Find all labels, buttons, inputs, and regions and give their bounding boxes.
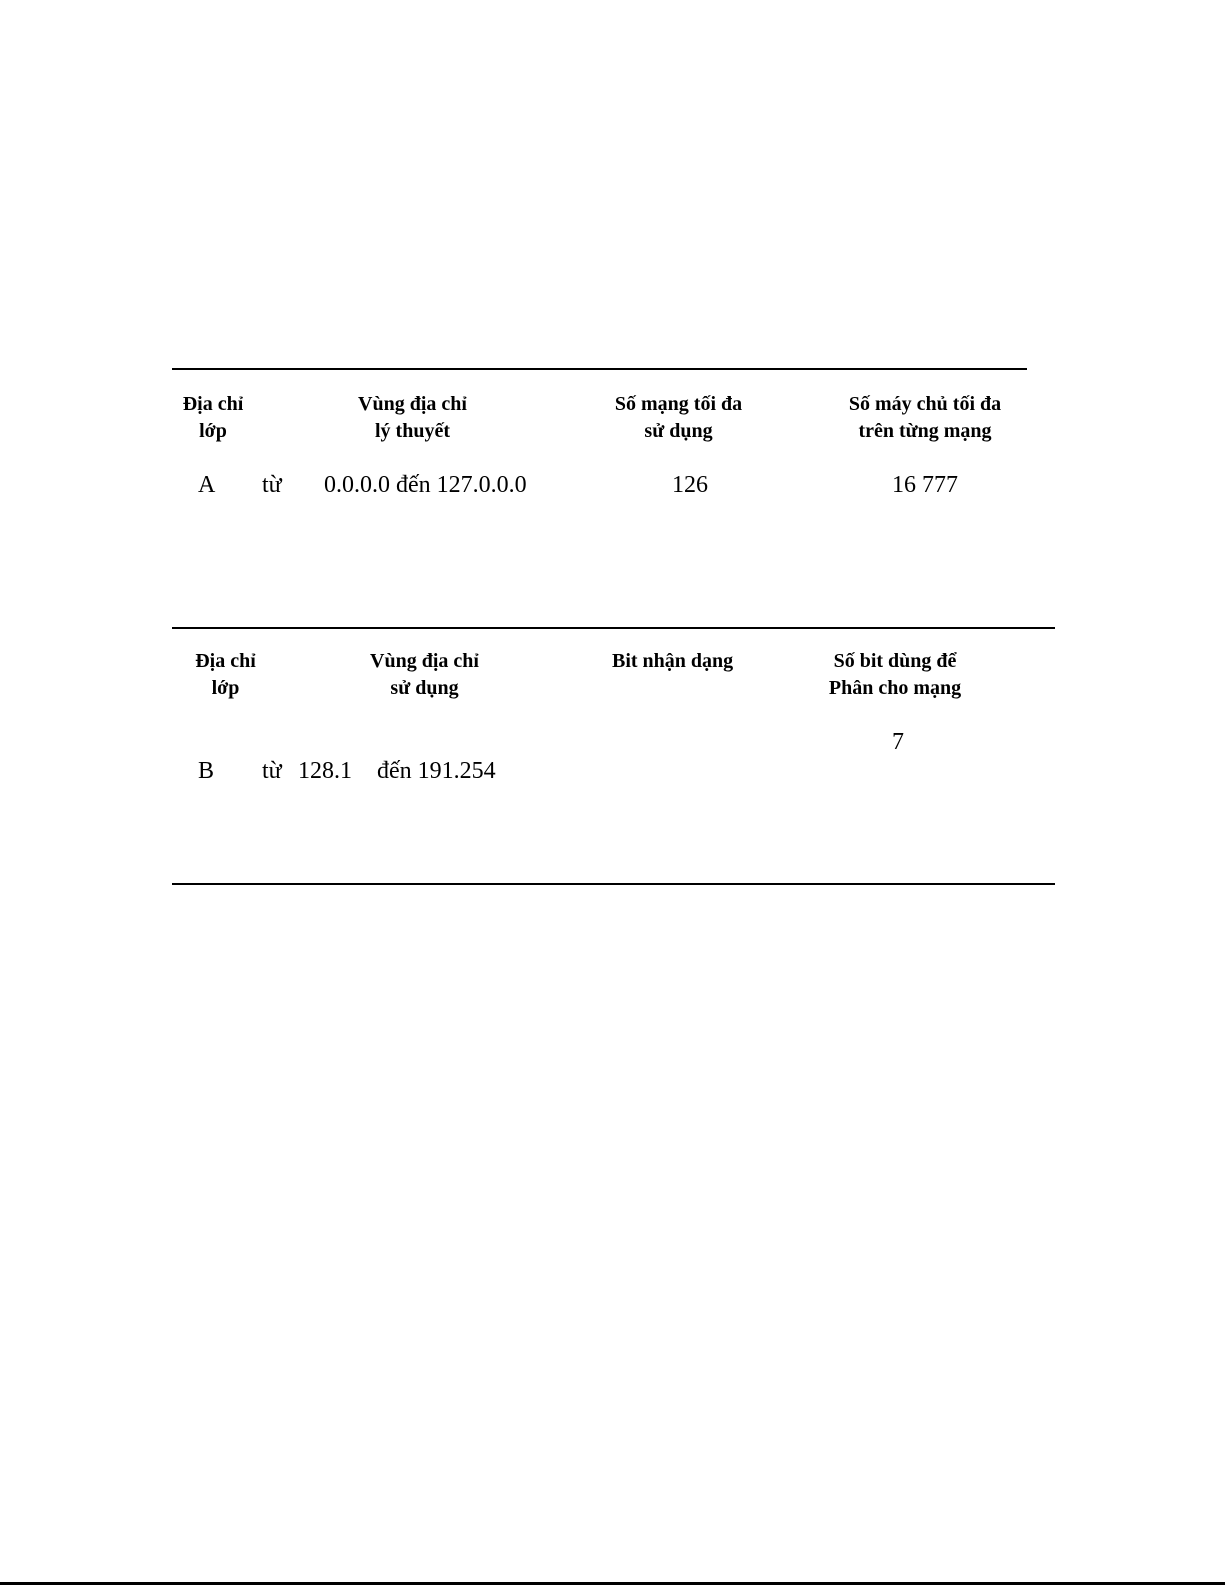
table-a-header-max-networks: Số mạng tối đa sử dụng: [614, 393, 743, 442]
table-a-row-range: 0.0.0.0 đến 127.0.0.0: [324, 472, 527, 498]
table-a-row-from-word: từ: [262, 472, 282, 498]
table-b-header-class: Địa chỉ lớp: [195, 650, 256, 699]
table-a-top-rule: [172, 368, 1027, 370]
table-a-header-range: Vùng địa chỉ lý thuyết: [358, 393, 467, 442]
table-b-row-from-word: từ: [262, 758, 282, 784]
table-b-bottom-rule: [172, 883, 1055, 885]
table-b-row-range-end: đến 191.254: [377, 758, 496, 784]
table-b-row-network-bits: 7: [892, 729, 904, 755]
table-a-row-max-hosts: 16 777: [892, 472, 958, 498]
table-a-row-class: A: [198, 472, 216, 498]
table-b-header-network-bits: Số bit dùng để Phân cho mạng: [828, 650, 962, 699]
table-a-header-max-hosts: Số máy chủ tối đa trên từng mạng: [848, 393, 1002, 442]
table-b-top-rule: [172, 627, 1055, 629]
table-b-row-range-start: 128.1: [298, 758, 352, 784]
table-b-header-id-bits: Bit nhận dạng: [612, 650, 734, 672]
table-a-header-class: Địa chỉ lớp: [182, 393, 244, 442]
table-b-header-range: Vùng địa chỉ sử dụng: [370, 650, 479, 699]
table-a-row-max-networks: 126: [672, 472, 708, 498]
table-b-row-class: B: [198, 758, 215, 784]
